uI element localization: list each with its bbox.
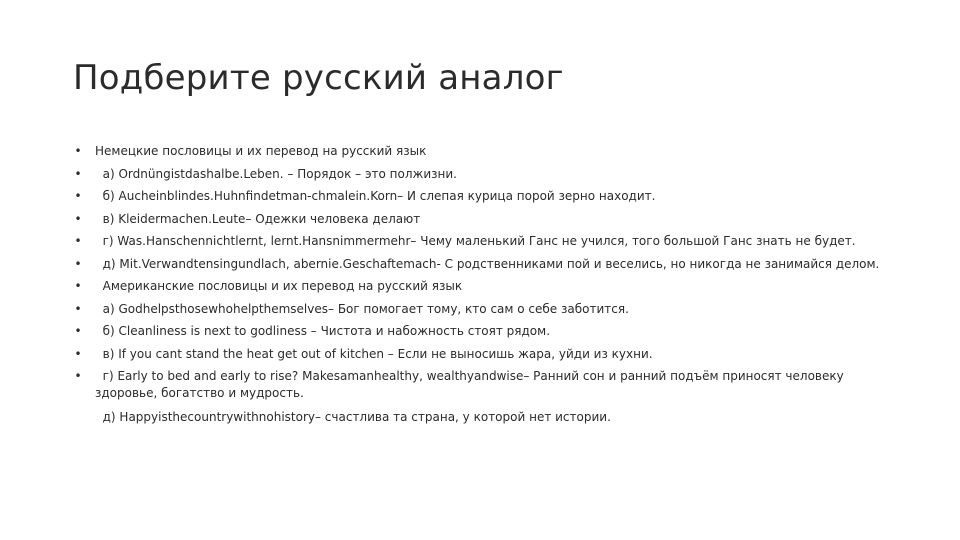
list-item <box>73 301 933 318</box>
bullet-icon: • <box>74 324 82 338</box>
list-item-text: д) Mit.Verwandtensingundlach, abernie.Geschaftemach- С родственниками пой и веселись, но никогда не занимайся делом. <box>95 256 880 271</box>
list-item-continuation <box>73 409 933 426</box>
slide-title: Подберите русский аналог <box>73 58 564 98</box>
bullet-icon: • <box>74 211 82 226</box>
list-item <box>73 233 933 250</box>
list-item <box>73 278 933 295</box>
list-item-text: в) Kleidermachen.Leute– Одежки человека делают <box>95 211 421 226</box>
bullet-icon: • <box>74 301 82 316</box>
list-item-text: б) Cleanliness is next to godliness – Чистота и набожность стоят рядом. <box>95 324 551 338</box>
bullet-icon: • <box>74 369 82 383</box>
list-item-text: д) Happyisthecountrywithnohistory– счастлива та страна, у которой нет истории. <box>95 410 611 424</box>
list-item-text: г) Early to bed and early to rise? Makesamanhealthy, wealthyandwise– Ранний сон и ранний подъём приносят человеку здоровье, богатство и мудрость. <box>95 369 848 400</box>
list-item-text: а) Godhelpsthosewhohelpthemselves– Бог помогает тому, кто сам о себе заботится. <box>95 301 629 316</box>
list-item <box>73 166 933 183</box>
list-item-text: Немецкие пословицы и их перевод на русский язык <box>95 144 427 158</box>
list-item <box>73 143 933 160</box>
bullet-icon: • <box>74 279 82 293</box>
bullet-icon: • <box>74 166 82 181</box>
bullet-icon: • <box>74 234 82 248</box>
list-item <box>73 188 933 205</box>
list-item-text: г) Was.Hanschennichtlernt, lernt.Hansnimmermehr– Чему маленький Ганс не учился, того большой Ганс знать не будет. <box>95 234 856 248</box>
bullet-icon: • <box>74 144 82 158</box>
list-item-text: в) If you cant stand the heat get out of kitchen – Если не выносишь жара, уйди из кухни. <box>95 346 653 361</box>
bullet-icon: • <box>74 189 82 203</box>
list-item <box>73 211 933 228</box>
bullet-icon: • <box>74 256 82 271</box>
bullet-icon: • <box>74 346 82 361</box>
list-item <box>73 256 933 273</box>
list-item <box>73 368 875 402</box>
list-item-text: Американские пословицы и их перевод на русский язык <box>95 279 463 293</box>
list-item-text: а) Ordnüngistdashalbe.Leben. – Порядок – это полжизни. <box>95 166 457 181</box>
list-item <box>73 346 933 363</box>
list-item <box>73 323 933 340</box>
list-item-text: б) Aucheinblindes.Huhnfindetman-chmalein.Korn– И слепая курица порой зерно находит. <box>95 189 656 203</box>
bullet-list <box>73 143 933 432</box>
